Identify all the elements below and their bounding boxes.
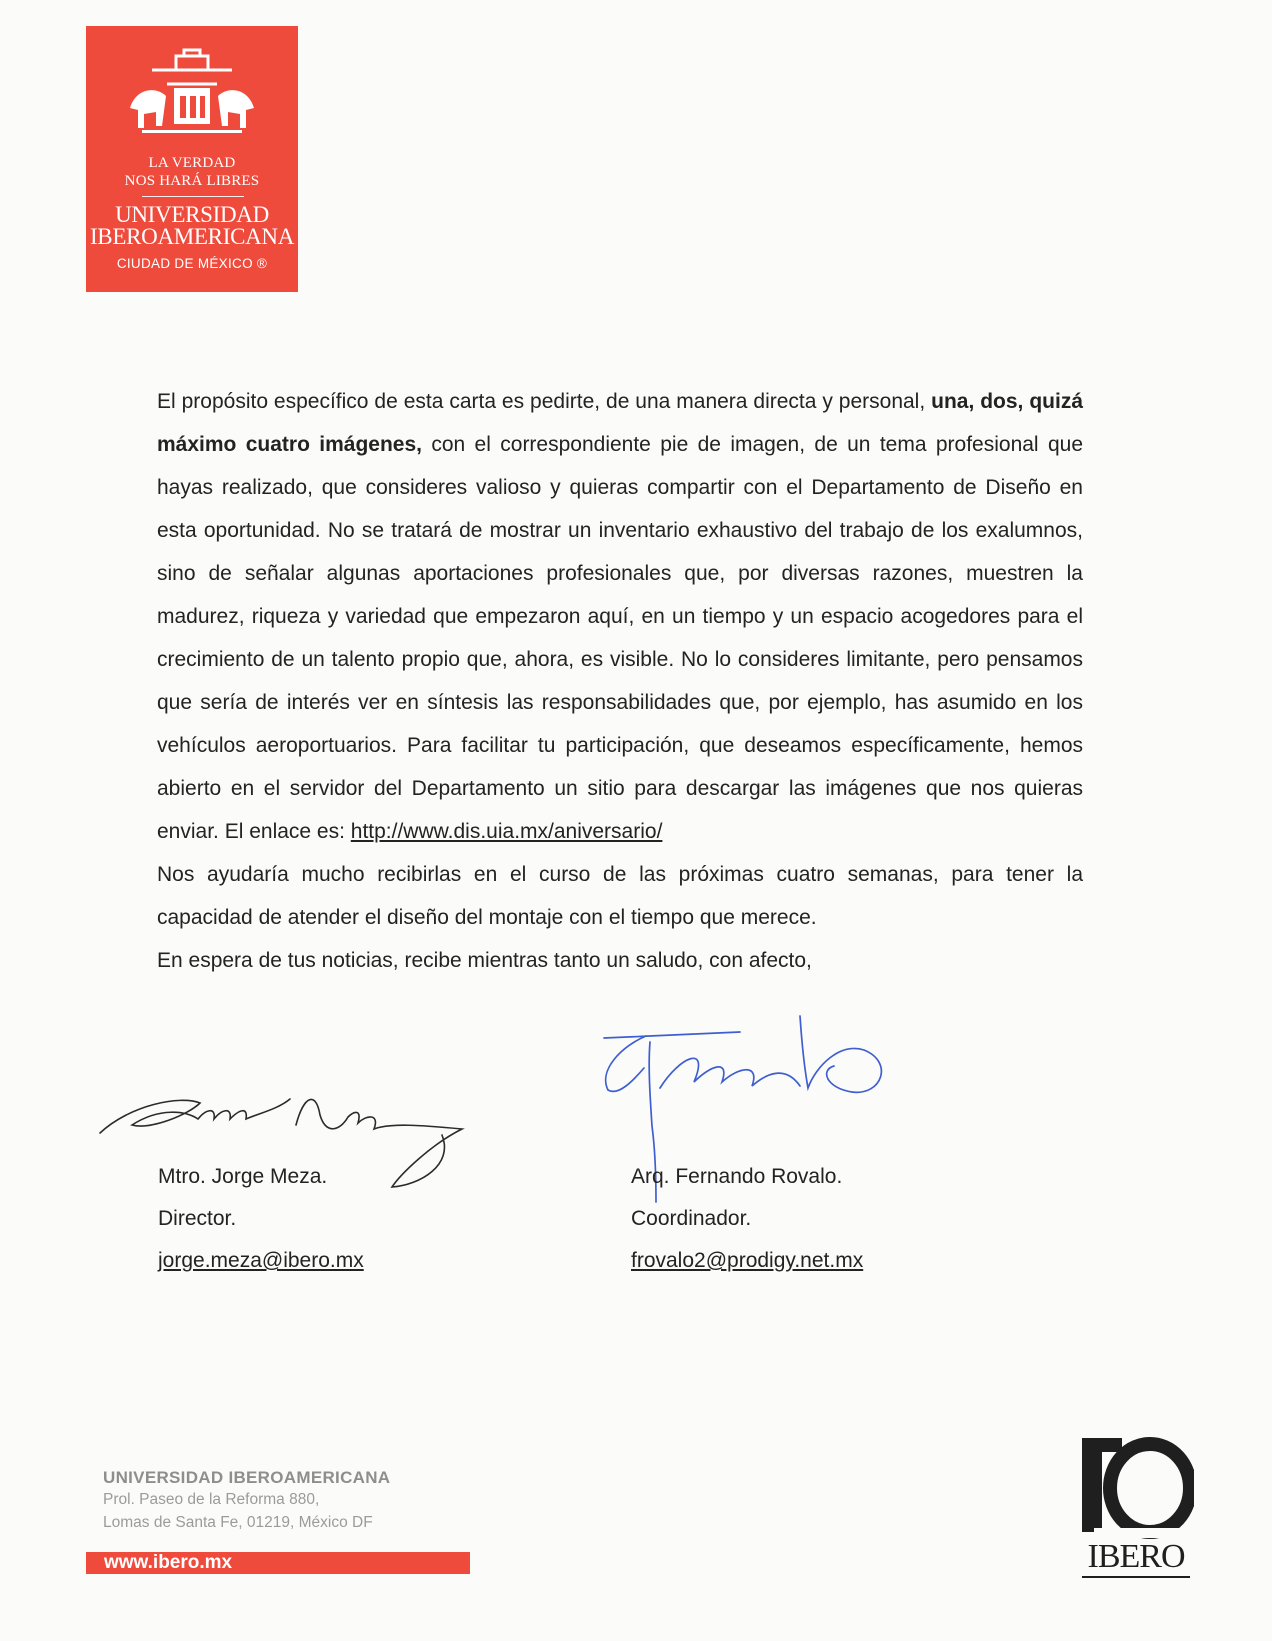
letter-closing: En espera de tus noticias, recibe mientras tanto un saludo, con afecto, bbox=[157, 949, 812, 972]
footer-address-line: Prol. Paseo de la Reforma 880, bbox=[103, 1491, 320, 1508]
crest-icon bbox=[122, 48, 262, 148]
bold-request: una, dos, quizá máximo cuatro imágenes, bbox=[157, 390, 1083, 456]
signatory-email[interactable]: jorge.meza@ibero.mx bbox=[158, 1249, 364, 1272]
logo-university-name: UNIVERSIDAD IBEROAMERICANA bbox=[89, 202, 295, 249]
footer-address-line: Lomas de Santa Fe, 01219, México DF bbox=[103, 1514, 373, 1531]
signatory-name: Mtro. Jorge Meza. bbox=[158, 1165, 328, 1188]
footer-address bbox=[103, 1468, 390, 1534]
letter-body bbox=[157, 380, 1083, 982]
logo-motto: LA VERDAD NOS HARÁ LIBRES bbox=[124, 155, 260, 189]
signatory-left bbox=[158, 1156, 364, 1282]
logo-city: CIUDAD DE MÉXICO ® bbox=[116, 256, 268, 271]
signatory-title: Director. bbox=[158, 1207, 237, 1230]
university-logo bbox=[86, 26, 298, 292]
signatory-email[interactable]: frovalo2@prodigy.net.mx bbox=[631, 1249, 864, 1272]
footer-website[interactable]: www.ibero.mx bbox=[86, 1552, 470, 1574]
signatory-title: Coordinador. bbox=[631, 1207, 752, 1230]
signatory-right bbox=[631, 1156, 863, 1282]
badge-underline bbox=[1082, 1576, 1190, 1578]
letter-paragraph: El propósito específico de esta carta es pedirte, de una manera directa y personal, una, dos, quizá máximo cuatro imágenes, con el correspondiente pie de imagen, de un tema profesional que hayas realizado, que consideres valioso y quieras compartir con el Departamento de Diseño en esta oportunidad. No se tratará de mostrar un inventario exhaustivo del trabajo de los exalumnos, sino de señalar algunas aportaciones profesionales que, por diversas razones, muestren la madurez, riqueza y variedad que empezaron aquí, en un tiempo y un espacio acogedores para el crecimiento de un talento propio que, ahora, es visible. No lo consideres limitante, pero pensamos que sería de interés ver en síntesis las responsabilidades que, por ejemplo, has asumido en los vehículos aeroportuarios. Para facilitar tu participación, que deseamos específicamente, hemos abierto en el servidor del Departamento un sitio para descargar las imágenes que nos quieras enviar. El enlace es: http://www.dis.uia.mx/aniversario/ bbox=[157, 390, 1083, 843]
letter-paragraph: Nos ayudaría mucho recibirlas en el curso de las próximas cuatro semanas, para tener la capacidad de atender el diseño del montaje con el tiempo que merece. bbox=[157, 863, 1083, 929]
upload-link[interactable]: http://www.dis.uia.mx/aniversario/ bbox=[350, 820, 663, 843]
ibero-badge-text: IBERO bbox=[1087, 1538, 1185, 1575]
signatory-name: Arq. Fernando Rovalo. bbox=[631, 1165, 843, 1188]
footer-institution: UNIVERSIDAD IBEROAMERICANA bbox=[103, 1468, 391, 1487]
logo-divider bbox=[142, 196, 244, 197]
